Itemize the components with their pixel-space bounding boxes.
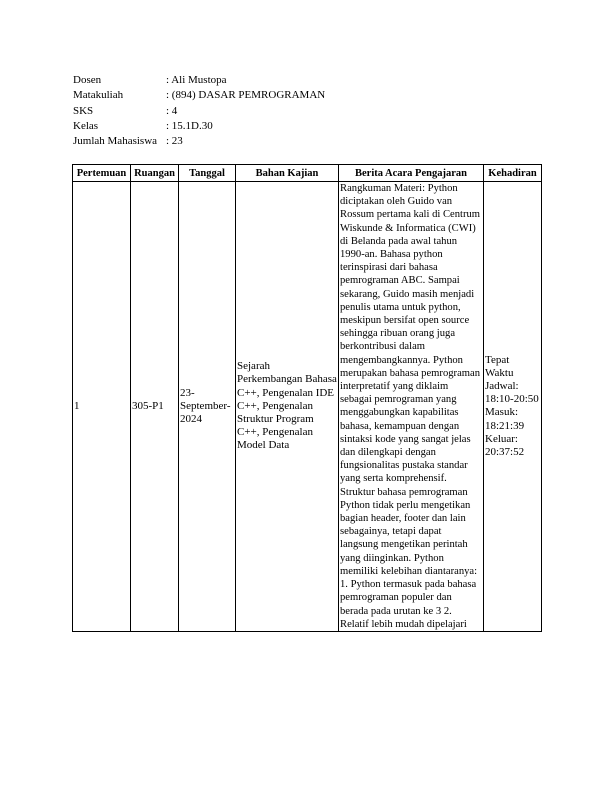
- berita-acara-table: [72, 164, 542, 632]
- header-ruangan: Ruangan: [131, 165, 179, 182]
- jumlah-mahasiswa-value: : 23: [166, 135, 183, 148]
- kelas-row: [73, 119, 325, 134]
- cell-bahan-kajian: Sejarah Perkembangan Bahasa C++, Pengenalan IDE C++, Pengenalan Struktur Program C++, Pengenalan Model Data: [236, 182, 339, 632]
- dosen-row: [73, 73, 325, 88]
- jumlah-mahasiswa-label: Jumlah Mahasiswa: [73, 135, 158, 148]
- matakuliah-label: Matakuliah: [73, 89, 124, 102]
- matakuliah-value: : (894) DASAR PEMROGRAMAN: [166, 89, 326, 102]
- matakuliah-row: [73, 88, 325, 103]
- header-pertemuan: Pertemuan: [73, 165, 131, 182]
- header-kehadiran: Kehadiran: [484, 165, 542, 182]
- jumlah-mahasiswa-row: [73, 134, 325, 149]
- dosen-value: : Ali Mustopa: [166, 74, 227, 86]
- course-info: [73, 73, 325, 149]
- header-bahan-kajian: Bahan Kajian: [236, 165, 339, 182]
- sks-label: SKS: [73, 104, 94, 117]
- cell-berita-acara: Rangkuman Materi: Python diciptakan oleh Guido van Rossum pertama kali di Centrum Wiskunde & Informatica (CWI) di Belanda pada awal tahun 1990-an. Bahasa python terinspirasi dari bahasa pemrograman ABC. Sampai sekarang, Guido masih menjadi penulis utama untuk python, meskipun bersifat open source sehingga ribuan orang juga berkontribusi dalam mengembangkannya. Python merupakan bahasa pemrograman interpretatif yang diklaim sebagai pemrograman yang menggabungkan kapabilitas bahasa, kemampuan dengan sintaksi kode yang sangat jelas dan dilengkapi dengan fungsionalitas pustaka standar yang serta komprehensif. Struktur bahasa pemrograman Python tidak perlu mengetikan bagian header, footer dan lain sebagainya, tetapi dapat langsung mengetikan perintah yang diinginkan. Python memiliki kelebihan diantaranya: 1. Python termasuk pada bahasa pemrograman populer dan berada pada urutan ke 3 2. Relatif lebih mudah dipelajari: [339, 182, 484, 632]
- cell-kehadiran: Tepat Waktu Jadwal: 18:10-20:50 Masuk: 18:21:39 Keluar: 20:37:52: [484, 182, 542, 632]
- kelas-value: : 15.1D.30: [166, 119, 213, 132]
- cell-pertemuan: 1: [73, 182, 131, 632]
- cell-tanggal: 23-September-2024: [179, 182, 236, 632]
- dosen-label: Dosen: [73, 74, 102, 86]
- table-row: [73, 182, 542, 632]
- kelas-label: Kelas: [73, 119, 99, 132]
- sks-value: : 4: [166, 104, 178, 117]
- header-berita-acara: Berita Acara Pengajaran: [339, 165, 484, 182]
- table-header-row: [73, 165, 542, 182]
- header-tanggal: Tanggal: [179, 165, 236, 182]
- cell-ruangan: 305-P1: [131, 182, 179, 632]
- sks-row: [73, 104, 325, 119]
